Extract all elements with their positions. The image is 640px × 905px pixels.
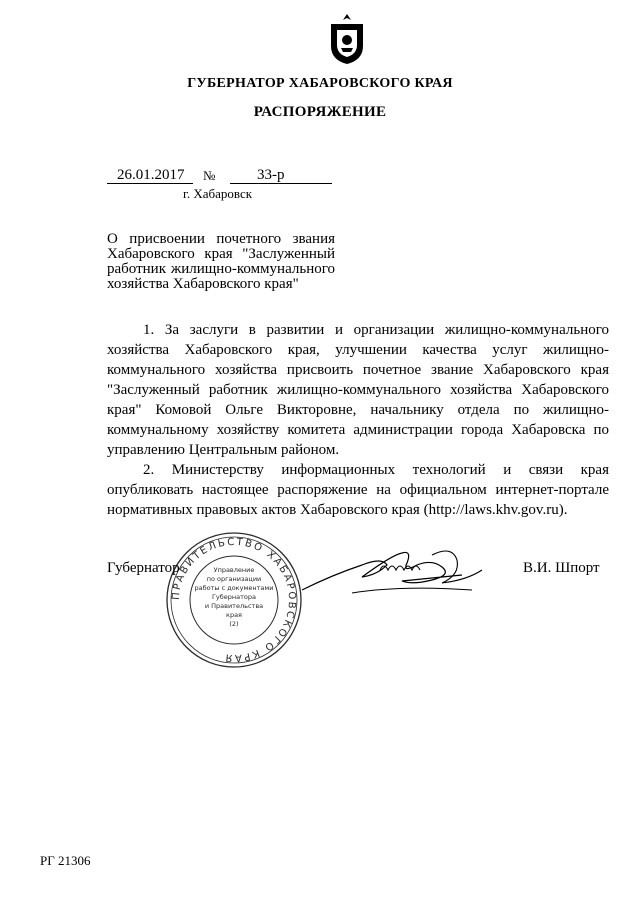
signatory-name: В.И. Шпорт bbox=[523, 560, 600, 576]
svg-text:и Правительства: и Правительства bbox=[204, 602, 264, 610]
registry-code: РГ 21306 bbox=[40, 853, 91, 868]
organization-title: ГУБЕРНАТОР ХАБАРОВСКОГО КРАЯ bbox=[187, 76, 453, 91]
svg-text:Управление: Управление bbox=[213, 566, 255, 574]
city: г. Хабаровск bbox=[183, 186, 253, 201]
svg-text:края: края bbox=[226, 611, 242, 619]
stamp-outer-text: ПРАВИТЕЛЬСТВО ХАБАРОВСКОГО КРАЯ bbox=[170, 536, 298, 664]
svg-text:(2): (2) bbox=[229, 620, 239, 628]
official-stamp bbox=[164, 530, 304, 670]
document-body bbox=[107, 320, 609, 520]
coat-of-arms-icon bbox=[327, 12, 367, 66]
date-underline bbox=[107, 183, 193, 184]
number-underline bbox=[230, 183, 332, 184]
registration-line bbox=[107, 167, 332, 185]
svg-text:по организации: по организации bbox=[206, 575, 262, 583]
document-date: 26.01.2017 bbox=[117, 167, 185, 183]
paragraph-2: 2. Министерству информационных технологий и связи края опубликовать настоящее распоряжение на официальном интернет-портале нормативных правовых актов Хабаровского края (http://laws.khv.gov.ru). bbox=[107, 462, 609, 518]
document-subject: О присвоении почетного звания Хабаровского края "Заслуженный работник жилищно-коммунального хозяйства Хабаровского края" bbox=[107, 231, 335, 292]
signatory-title: Губернатор bbox=[107, 560, 180, 576]
number-sign: № bbox=[203, 168, 216, 183]
paragraph-1: 1. За заслуги в развитии и организации жилищно-коммунального хозяйства Хабаровского края, улучшении качества услуг жилищно-коммунального хозяйства присвоить почетное звание Хабаровского края "Заслуженный работник жилищно-коммунального хозяйства Хабаровского края" Комовой Ольге Викторовне, начальнику отдела по жилищно-коммунальному хозяйству комитета администрации города Хабаровска по управлению Центральным районом. bbox=[107, 322, 609, 458]
handwritten-signature bbox=[292, 535, 492, 605]
document-type: РАСПОРЯЖЕНИЕ bbox=[253, 104, 387, 120]
svg-text:работы с документами: работы с документами bbox=[194, 584, 274, 592]
svg-text:Губернатора: Губернатора bbox=[211, 593, 257, 601]
document-number: 33-р bbox=[257, 167, 285, 183]
